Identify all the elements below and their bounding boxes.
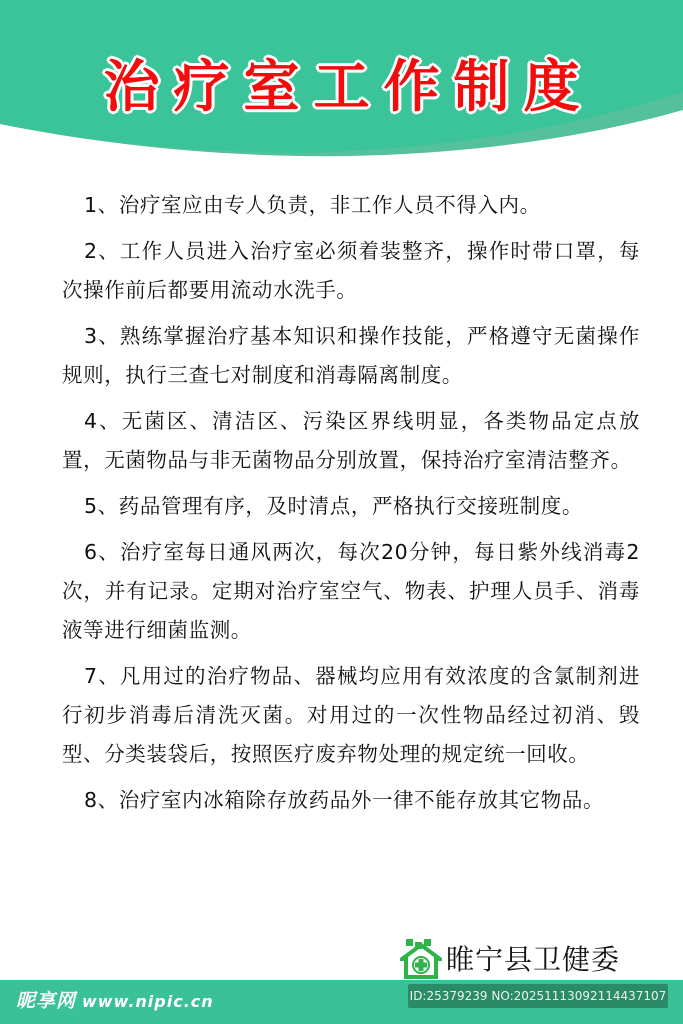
rule-item-3: 3、熟练掌握治疗基本知识和操作技能，严格遵守无菌操作规则，执行三查七对制度和消毒隔离制度。	[62, 324, 640, 387]
page-title: 治疗室工作制度	[103, 55, 594, 120]
organization-name: 睢宁县卫健委	[446, 943, 621, 976]
house-family-cross-icon	[400, 937, 442, 979]
rule-item-7: 7、凡用过的治疗物品、器械均应用有效浓度的含氯制剂进行初步消毒后清洗灭菌。对用过的一次性物品经过初消、毁型、分类装袋后，按照医疗废弃物处理的规定统一回收。	[62, 664, 640, 766]
rule-item-4: 4、无菌区、清洁区、污染区界线明显，各类物品定点放置，无菌物品与非无菌物品分别放置，保持治疗室清洁整齐。	[62, 409, 640, 472]
image-id-label: ID:25379239 NO:20251113092114437107	[408, 984, 668, 1008]
watermark-brand: 昵享网	[16, 990, 77, 1012]
rule-item-2: 2、工作人员进入治疗室必须着装整齐，操作时带口罩，每次操作前后都要用流动水洗手。	[62, 239, 640, 302]
rule-item-8: 8、治疗室内冰箱除存放药品外一律不能存放其它物品。	[84, 788, 605, 812]
watermark	[16, 986, 214, 1013]
rules-list	[62, 186, 640, 827]
rule-item-1: 1、治疗室应由专人负责，非工作人员不得入内。	[84, 193, 541, 217]
footer-bar	[0, 980, 683, 1024]
rule-item-6: 6、治疗室每日通风两次，每次20分钟，每日紫外线消毒2次，并有记录。定期对治疗室空气、物表、护理人员手、消毒液等进行细菌监测。	[62, 540, 640, 642]
watermark-url: www.nipic.cn	[82, 992, 214, 1011]
rule-item-5: 5、药品管理有序，及时清点，严格执行交接班制度。	[84, 494, 583, 518]
organization-signature	[400, 936, 620, 980]
